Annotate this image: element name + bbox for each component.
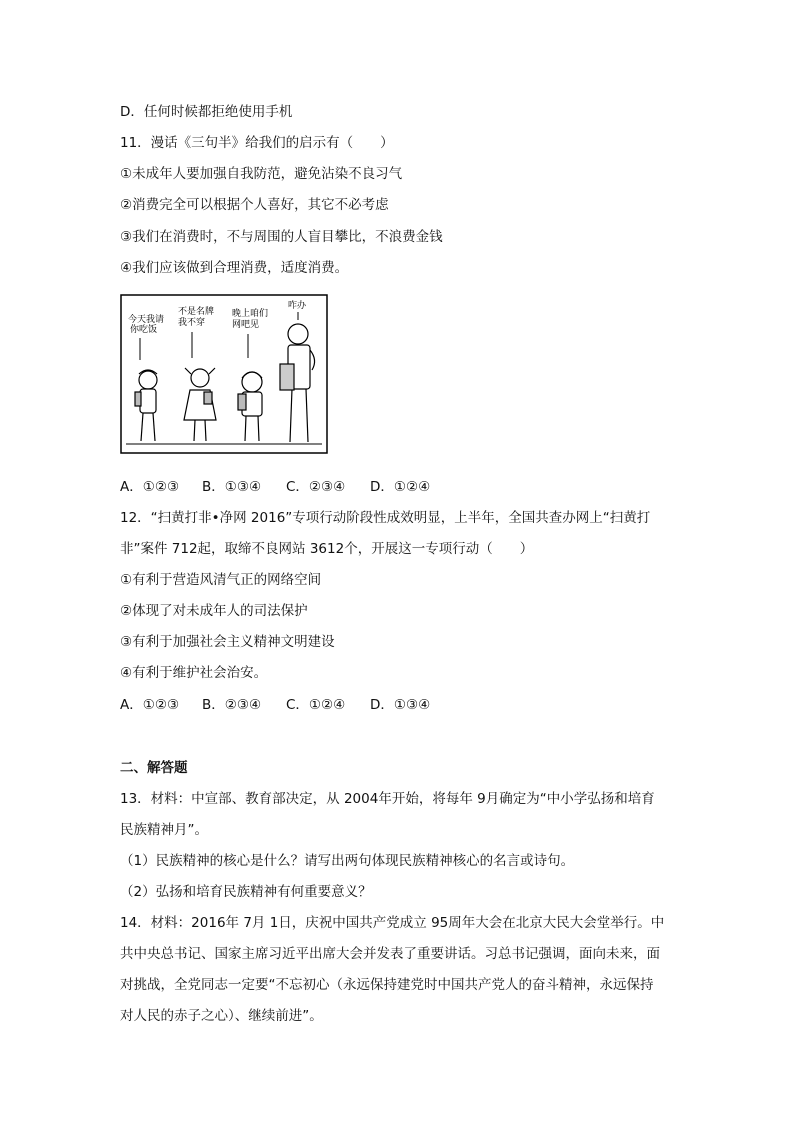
option-b[interactable]: B．①③④ [202, 479, 262, 495]
question-12-stem-line-2: 非”案件 712起，取缔不良网站 3612个，开展这一专项行动（ ） [120, 541, 534, 557]
section-heading: 二、解答题 [120, 760, 188, 776]
bubble-4: 咋办 [288, 301, 307, 311]
bubble-1-line-2: 你吃饭 [130, 325, 158, 335]
bubble-2-line-1: 不是名牌 [178, 307, 215, 317]
cartoon-three-and-a-half-sentences [120, 294, 328, 454]
option-10d: D．任何时候都拒绝使用手机 [120, 104, 293, 120]
option-a[interactable]: A．①②③ [120, 479, 180, 495]
option-b[interactable]: B．②③④ [202, 697, 262, 713]
question-14-line-2: 共中央总书记、国家主席习近平出席大会并发表了重要讲话。习总书记强调，面向未来，面 [120, 946, 660, 962]
question-14-line-3: 对挑战，全党同志一定要“不忘初心（永远保持建党时中国共产党人的奋斗精神，永远保持 [120, 977, 654, 993]
question-13-sub-2: （2）弘扬和培育民族精神有何重要意义？ [120, 884, 372, 900]
option-d[interactable]: D．①②④ [370, 479, 431, 495]
question-11-item-3: ③我们在消费时，不与周围的人盲目攀比，不浪费金钱 [120, 229, 443, 245]
question-12-item-2: ②体现了对未成年人的司法保护 [120, 603, 308, 619]
question-12-item-3: ③有利于加强社会主义精神文明建设 [120, 634, 335, 650]
bubble-2-line-2: 我不穿 [178, 318, 206, 328]
question-14-line-4: 对人民的赤子之心）、继续前进”。 [120, 1008, 323, 1024]
option-c[interactable]: C．①②④ [286, 697, 346, 713]
question-11-options [120, 478, 430, 496]
question-12-item-1: ①有利于营造风清气正的网络空间 [120, 572, 322, 588]
question-12-item-4: ④有利于维护社会治安。 [120, 665, 268, 681]
option-c[interactable]: C．②③④ [286, 479, 346, 495]
question-12-stem-line-1: 12．“扫黄打非•净网 2016”专项行动阶段性成效明显，上半年，全国共查办网上“扫黄打 [120, 510, 651, 526]
question-13-sub-1: （1）民族精神的核心是什么？请写出两句体现民族精神核心的名言或诗句。 [120, 853, 575, 869]
option-d[interactable]: D．①③④ [370, 697, 431, 713]
option-a[interactable]: A．①②③ [120, 697, 180, 713]
question-13-line-1: 13．材料：中宣部、教育部决定，从 2004年开始，将每年 9月确定为“中小学弘扬和培育 [120, 791, 655, 807]
question-11-stem: 11．漫话《三句半》给我们的启示有（ ） [120, 135, 394, 151]
bubble-1-line-1: 今天我请 [128, 315, 165, 325]
bubble-3-line-1: 晚上咱们 [232, 309, 269, 319]
bubble-3-line-2: 网吧见 [232, 320, 260, 330]
question-11-item-4: ④我们应该做到合理消费，适度消费。 [120, 260, 349, 276]
question-14-line-1: 14．材料：2016年 7月 1日，庆祝中国共产党成立 95周年大会在北京大民大会堂举行。中 [120, 915, 665, 931]
question-13-line-2: 民族精神月”。 [120, 822, 208, 838]
question-11-item-2: ②消费完全可以根据个人喜好，其它不必考虑 [120, 197, 389, 213]
question-12-options [120, 696, 430, 714]
question-11-item-1: ①未成年人要加强自我防范，避免沾染不良习气 [120, 166, 403, 182]
